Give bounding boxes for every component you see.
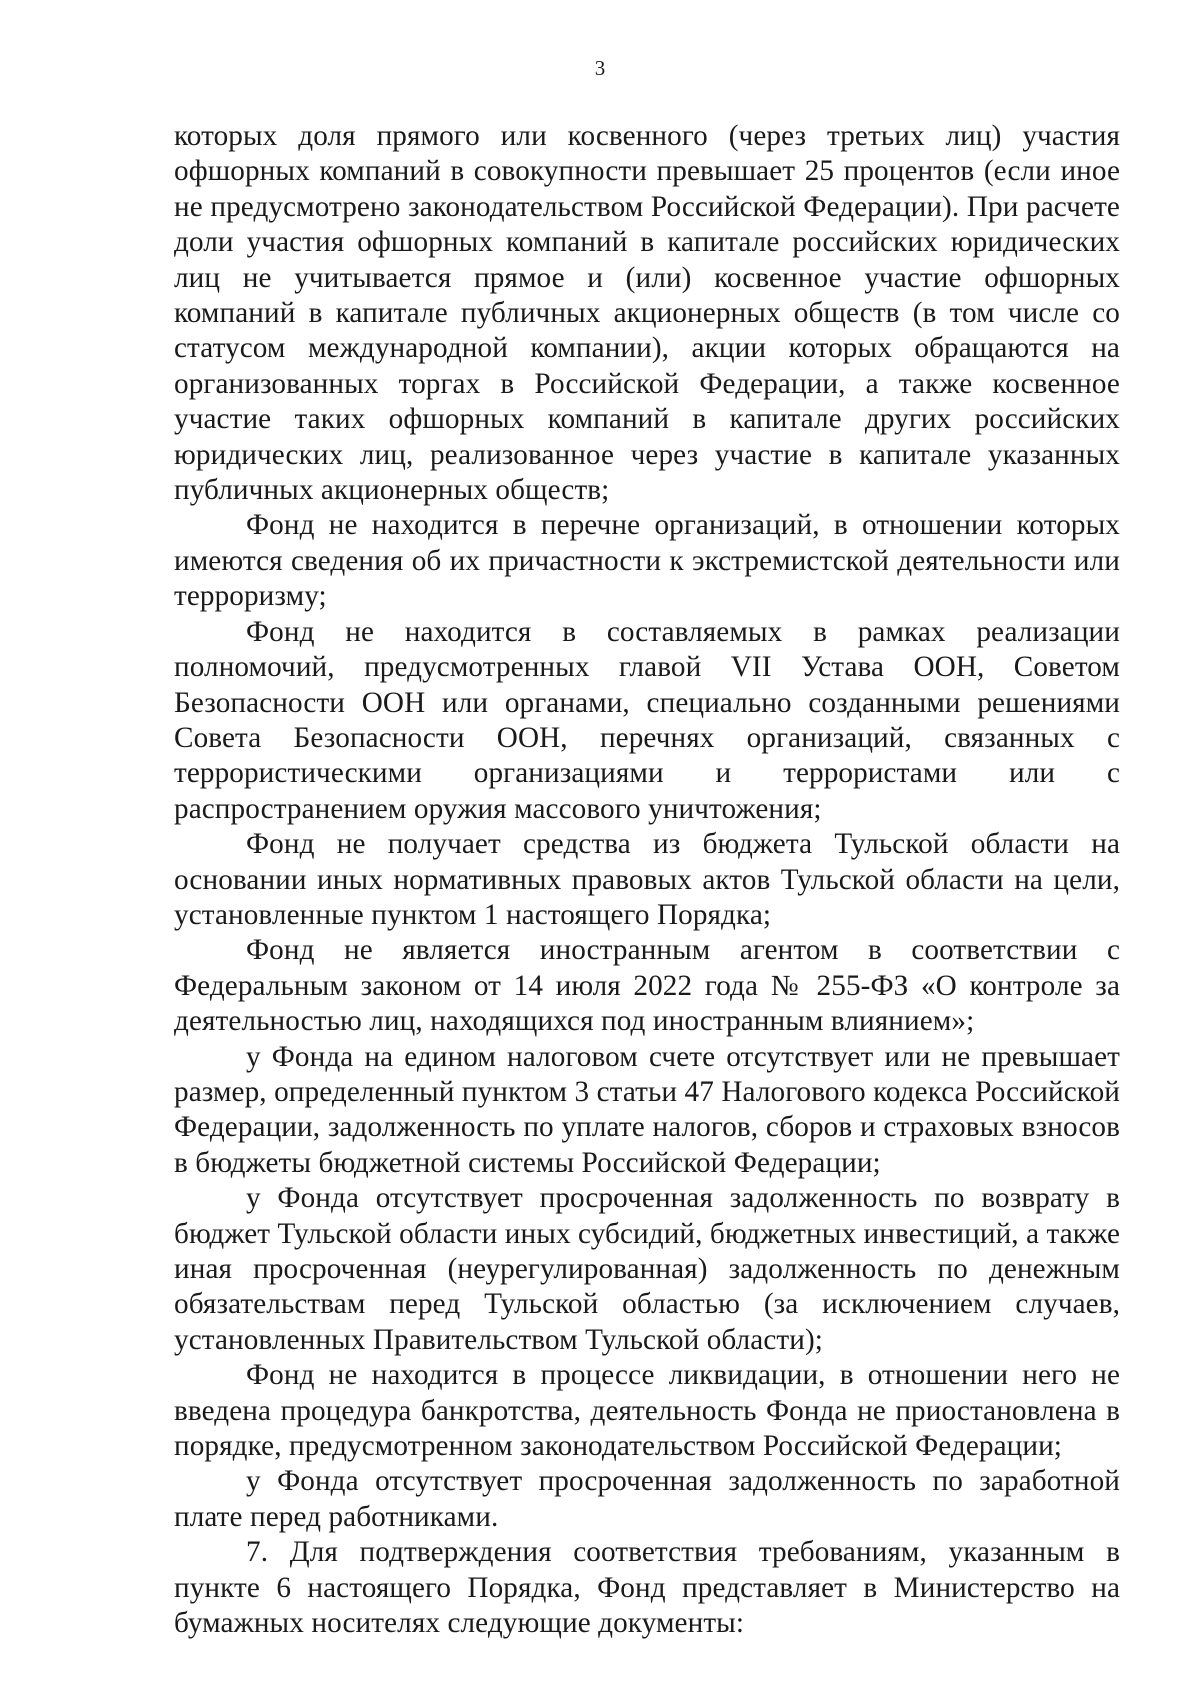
paragraph-budget-funds: Фонд не получает средства из бюджета Тульской области на основании иных нормативных правовых актов Тульской области на цели, установленные пунктом 1 настоящего Порядка; [174,828,1120,931]
paragraph-salary-debt: у Фонда отсутствует просроченная задолженность по заработной плате перед работниками. [174,1465,1120,1533]
paragraph-item-7: 7. Для подтверждения соответствия требованиям, указанным в пункте 6 настоящего Порядка, Фонд представляет в Министерство на бумажных носителях следующие документы: [174,1536,1120,1640]
paragraph-tax-account: у Фонда на едином налоговом счете отсутствует или не превышает размер, определенный пунктом 3 статьи 47 Налогового кодекса Российской Федерации, задолженность по уплате налогов, сборов и страховых взносов в бюджеты бюджетной системы Российской Федерации; [174,1040,1120,1179]
document-body [174,119,1120,1641]
paragraph-liquidation: Фонд не находится в процессе ликвидации, в отношении него не введена процедура банкротства, деятельность Фонда не приостановлена в порядке, предусмотренном законодательством Российской Федерации; [174,1359,1120,1463]
paragraph-foreign-agent: Фонд не является иностранным агентом в соответствии с Федеральным законом от 14 июля 2022 года № 255-ФЗ «О контроле за деятельностью лиц, находящихся под иностранным влиянием»; [174,934,1120,1038]
paragraph-extremism: Фонд не находится в перечне организаций, в отношении которых имеются сведения об их причастности к экстремистской деятельности или терроризму; [174,509,1120,613]
paragraph-un-sanctions: Фонд не находится в составляемых в рамках реализации полномочий, предусмотренных главой VII Устава ООН, Советом Безопасности ООН или органами, специально созданными решениями Совета Безопасности ООН, перечнях организаций, связанных с террористическими организациями и террористами или с распространением оружия массового уничтожения; [174,615,1120,825]
paragraph-offshore-continuation: которых доля прямого или косвенного (через третьих лиц) участия офшорных компаний в совокупности превышает 25 процентов (если иное не предусмотрено законодательством Российской Федерации). При расчете доли участия офшорных компаний в капитале российских юридических лиц не учитывается прямое и (или) косвенное участие офшорных компаний в капитале публичных акционерных обществ (в том числе со статусом международной компании), акции которых обращаются на организованных торгах в Российской Федерации, а также косвенное участие таких офшорных компаний в капитале других российских юридических лиц, реализованное через участие в капитале указанных публичных акционерных обществ; [174,120,1120,507]
paragraph-overdue-debt: у Фонда отсутствует просроченная задолженность по возврату в бюджет Тульской области иных субсидий, бюджетных инвестиций, а также иная просроченная (неурегулированная) задолженность по денежным обязательствам перед Тульской областью (за исключением случаев, установленных Правительством Тульской области); [174,1182,1121,1356]
page-number: 3 [594,56,606,80]
